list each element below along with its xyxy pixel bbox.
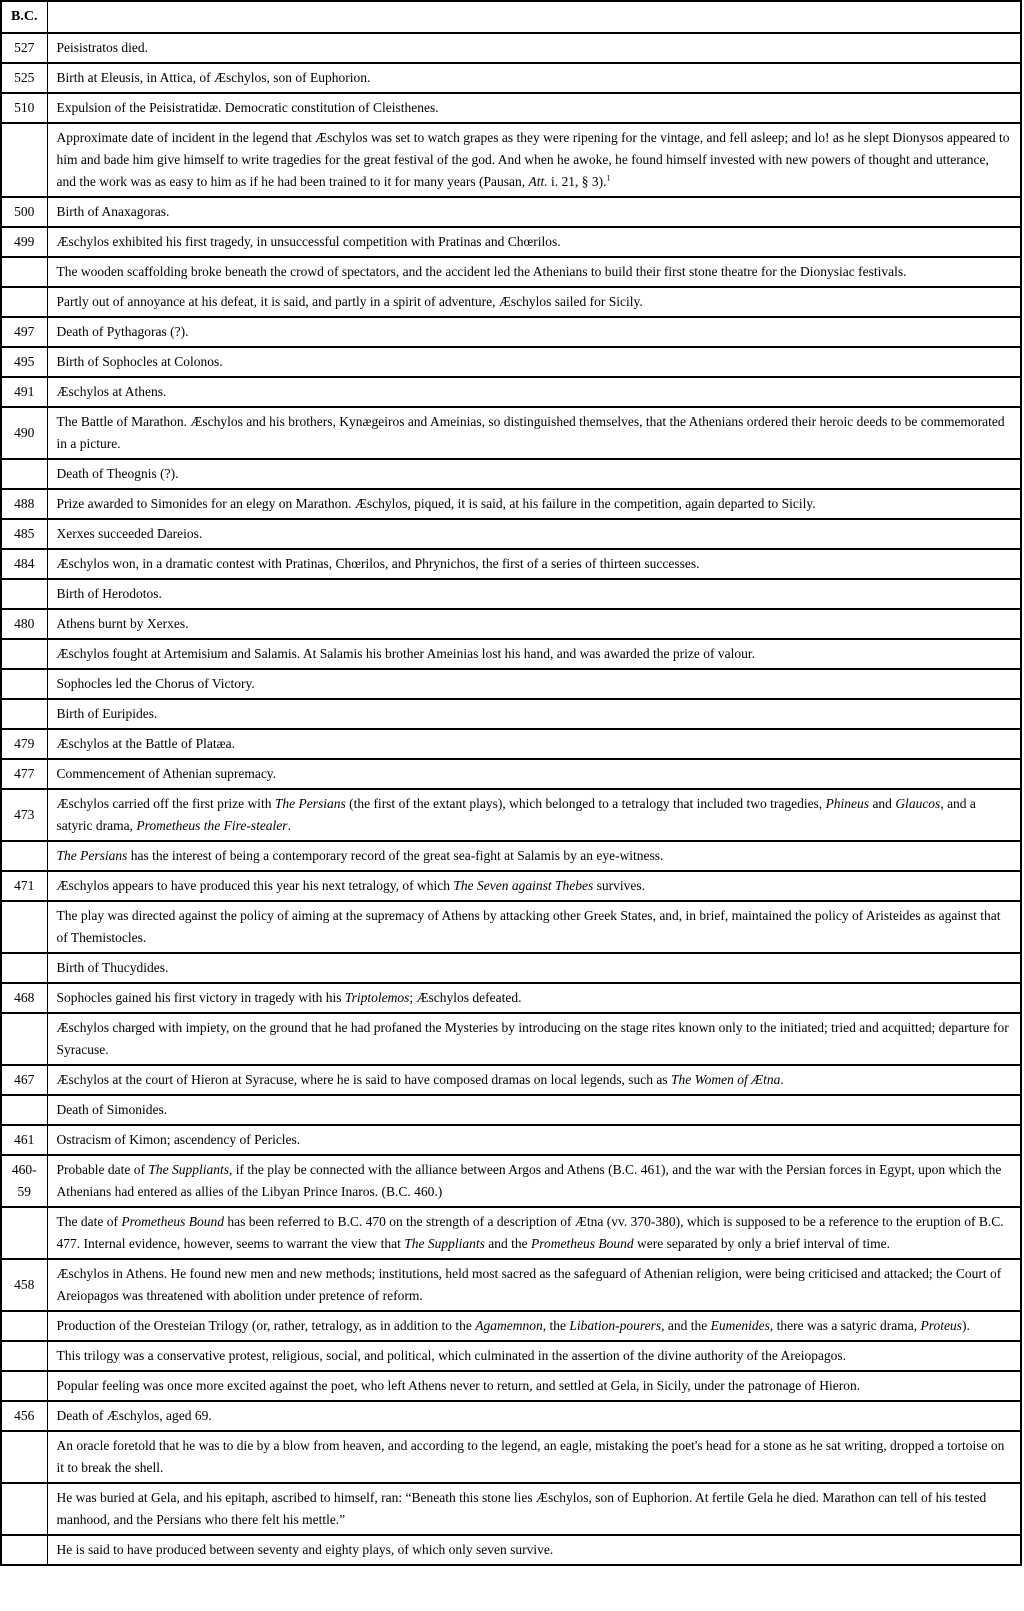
table-row bbox=[1, 63, 1021, 93]
year-cell: 500 bbox=[1, 197, 47, 227]
year-cell: 471 bbox=[1, 871, 47, 901]
event-cell: The Battle of Marathon. Æschylos and his brothers, Kynægeiros and Ameinias, so distinguished themselves, that the Athenians ordered their heroic deeds to be commemorated in a picture. bbox=[47, 407, 1021, 459]
table-row bbox=[1, 1095, 1021, 1125]
year-cell bbox=[1, 287, 47, 317]
year-cell bbox=[1, 1341, 47, 1371]
table-row bbox=[1, 1207, 1021, 1259]
event-cell: Birth at Eleusis, in Attica, of Æschylos, son of Euphorion. bbox=[47, 63, 1021, 93]
year-cell: 527 bbox=[1, 33, 47, 63]
event-cell: Birth of Euripides. bbox=[47, 699, 1021, 729]
table-row bbox=[1, 317, 1021, 347]
event-cell: Æschylos at the court of Hieron at Syracuse, where he is said to have composed dramas on local legends, such as The Women of Ætna. bbox=[47, 1065, 1021, 1095]
year-cell: 488 bbox=[1, 489, 47, 519]
year-cell bbox=[1, 953, 47, 983]
table-row bbox=[1, 789, 1021, 841]
event-cell: Æschylos at the Battle of Platæa. bbox=[47, 729, 1021, 759]
table-row bbox=[1, 871, 1021, 901]
year-cell: 458 bbox=[1, 1259, 47, 1311]
event-cell: Death of Simonides. bbox=[47, 1095, 1021, 1125]
event-cell: Birth of Herodotos. bbox=[47, 579, 1021, 609]
year-cell: 484 bbox=[1, 549, 47, 579]
table-row bbox=[1, 93, 1021, 123]
year-cell: 460-59 bbox=[1, 1155, 47, 1207]
year-cell bbox=[1, 1431, 47, 1483]
table-row bbox=[1, 1155, 1021, 1207]
event-cell: Approximate date of incident in the legend that Æschylos was set to watch grapes as they were ripening for the vintage, and fell asleep; and lo! as he slept Dionysos appeared to him and bade him give himself to write tragedies for the great festival of the god. And when he awoke, he found himself invested with new powers of thought and utterance, and the work was as easy to him as if he had been trained to it for many years (Pausan, Att. i. 21, § 3).$^1$ bbox=[47, 123, 1021, 197]
year-cell: 473 bbox=[1, 789, 47, 841]
table-row bbox=[1, 759, 1021, 789]
year-cell: 525 bbox=[1, 63, 47, 93]
event-cell: Xerxes succeeded Dareios. bbox=[47, 519, 1021, 549]
event-cell: Production of the Oresteian Trilogy (or, rather, tetralogy, as in addition to the Agamemnon, the Libation-pourers, and the Eumenides, there was a satyric drama, Proteus). bbox=[47, 1311, 1021, 1341]
table-row bbox=[1, 699, 1021, 729]
event-cell: This trilogy was a conservative protest, religious, social, and political, which culminated in the assertion of the divine authority of the Areiopagos. bbox=[47, 1341, 1021, 1371]
table-row bbox=[1, 669, 1021, 699]
event-cell: Ostracism of Kimon; ascendency of Pericles. bbox=[47, 1125, 1021, 1155]
table-row bbox=[1, 123, 1021, 197]
table-row bbox=[1, 841, 1021, 871]
table-row bbox=[1, 33, 1021, 63]
year-cell bbox=[1, 1207, 47, 1259]
event-cell: The date of Prometheus Bound has been referred to B.C. 470 on the strength of a description of Ætna (vv. 370-380), which is supposed to be a reference to the eruption of B.C. 477. Internal evidence, however, seems to warrant the view that The Suppliants and the Prometheus Bound were separated by only a brief interval of time. bbox=[47, 1207, 1021, 1259]
event-cell: Æschylos appears to have produced this year his next tetralogy, of which The Seven against Thebes survives. bbox=[47, 871, 1021, 901]
year-cell: 485 bbox=[1, 519, 47, 549]
year-cell bbox=[1, 1013, 47, 1065]
year-column-header: B.C. bbox=[1, 1, 47, 33]
event-cell: The wooden scaffolding broke beneath the crowd of spectators, and the accident led the Athenians to build their first stone theatre for the Dionysiac festivals. bbox=[47, 257, 1021, 287]
year-cell bbox=[1, 841, 47, 871]
table-row bbox=[1, 257, 1021, 287]
year-cell: 510 bbox=[1, 93, 47, 123]
event-cell: Death of Æschylos, aged 69. bbox=[47, 1401, 1021, 1431]
event-cell: Commencement of Athenian supremacy. bbox=[47, 759, 1021, 789]
event-cell: Æschylos carried off the first prize with The Persians (the first of the extant plays), which belonged to a tetralogy that included two tragedies, Phineus and Glaucos, and a satyric drama, Prometheus the Fire-stealer. bbox=[47, 789, 1021, 841]
table-row bbox=[1, 407, 1021, 459]
table-row bbox=[1, 639, 1021, 669]
table-row bbox=[1, 1013, 1021, 1065]
year-cell: 467 bbox=[1, 1065, 47, 1095]
table-row bbox=[1, 347, 1021, 377]
event-cell: Æschylos won, in a dramatic contest with Pratinas, Chœrilos, and Phrynichos, the first of a series of thirteen successes. bbox=[47, 549, 1021, 579]
year-cell bbox=[1, 669, 47, 699]
event-cell: Expulsion of the Peisistratidæ. Democratic constitution of Cleisthenes. bbox=[47, 93, 1021, 123]
year-cell: 497 bbox=[1, 317, 47, 347]
event-cell: Partly out of annoyance at his defeat, it is said, and partly in a spirit of adventure, Æschylos sailed for Sicily. bbox=[47, 287, 1021, 317]
year-cell bbox=[1, 1311, 47, 1341]
event-cell: Æschylos at Athens. bbox=[47, 377, 1021, 407]
year-cell bbox=[1, 1095, 47, 1125]
table-row bbox=[1, 197, 1021, 227]
table-row bbox=[1, 1125, 1021, 1155]
table-row bbox=[1, 1341, 1021, 1371]
year-cell bbox=[1, 257, 47, 287]
year-cell bbox=[1, 901, 47, 953]
event-cell: He was buried at Gela, and his epitaph, ascribed to himself, ran: “Beneath this stone lies Æschylos, son of Euphorion. At fertile Gela he died. Marathon can tell of his tested manhood, and the Persians who there felt his mettle.” bbox=[47, 1483, 1021, 1535]
event-cell: Birth of Sophocles at Colonos. bbox=[47, 347, 1021, 377]
table-row bbox=[1, 549, 1021, 579]
table-row bbox=[1, 729, 1021, 759]
event-cell: Sophocles gained his first victory in tragedy with his Triptolemos; Æschylos defeated. bbox=[47, 983, 1021, 1013]
header-row bbox=[1, 1, 1021, 33]
event-cell: Prize awarded to Simonides for an elegy on Marathon. Æschylos, piqued, it is said, at his failure in the competition, again departed to Sicily. bbox=[47, 489, 1021, 519]
year-cell: 477 bbox=[1, 759, 47, 789]
table-row bbox=[1, 227, 1021, 257]
event-cell: Popular feeling was once more excited against the poet, who left Athens never to return, and settled at Gela, in Sicily, under the patronage of Hieron. bbox=[47, 1371, 1021, 1401]
table-row bbox=[1, 579, 1021, 609]
event-cell: The play was directed against the policy of aiming at the supremacy of Athens by attacking other Greek States, and, in brief, maintained the policy of Aristeides as against that of Themistocles. bbox=[47, 901, 1021, 953]
event-cell: Sophocles led the Chorus of Victory. bbox=[47, 669, 1021, 699]
table-row bbox=[1, 519, 1021, 549]
table-row bbox=[1, 1401, 1021, 1431]
table-row bbox=[1, 1483, 1021, 1535]
year-cell bbox=[1, 1371, 47, 1401]
event-cell: Probable date of The Suppliants, if the play be connected with the alliance between Argos and Athens (B.C. 461), and the war with the Persian forces in Egypt, upon which the Athenians had entered as allies of the Libyan Prince Inaros. (B.C. 460.) bbox=[47, 1155, 1021, 1207]
event-cell: Æschylos charged with impiety, on the ground that he had profaned the Mysteries by introducing on the stage rites known only to the initiated; tried and acquitted; departure for Syracuse. bbox=[47, 1013, 1021, 1065]
year-cell: 479 bbox=[1, 729, 47, 759]
event-column-header bbox=[47, 1, 1021, 33]
footnote-marker: 1 bbox=[606, 173, 611, 183]
table-row bbox=[1, 1065, 1021, 1095]
year-cell: 499 bbox=[1, 227, 47, 257]
year-cell: 490 bbox=[1, 407, 47, 459]
event-cell: Æschylos fought at Artemisium and Salamis. At Salamis his brother Ameinias lost his hand, and was awarded the prize of valour. bbox=[47, 639, 1021, 669]
event-cell: Peisistratos died. bbox=[47, 33, 1021, 63]
table-row bbox=[1, 1431, 1021, 1483]
table-header bbox=[1, 1, 1021, 33]
year-cell: 480 bbox=[1, 609, 47, 639]
table-row bbox=[1, 609, 1021, 639]
event-cell: The Persians has the interest of being a contemporary record of the great sea-fight at Salamis by an eye-witness. bbox=[47, 841, 1021, 871]
table-row bbox=[1, 1259, 1021, 1311]
year-cell: 461 bbox=[1, 1125, 47, 1155]
year-cell bbox=[1, 1483, 47, 1535]
year-cell: 491 bbox=[1, 377, 47, 407]
table-row bbox=[1, 1371, 1021, 1401]
event-cell: Death of Theognis (?). bbox=[47, 459, 1021, 489]
year-cell bbox=[1, 1535, 47, 1565]
table-row bbox=[1, 1535, 1021, 1565]
year-cell bbox=[1, 639, 47, 669]
event-cell: Death of Pythagoras (?). bbox=[47, 317, 1021, 347]
year-cell bbox=[1, 123, 47, 197]
year-cell bbox=[1, 459, 47, 489]
table-row bbox=[1, 459, 1021, 489]
year-cell bbox=[1, 699, 47, 729]
table-row bbox=[1, 377, 1021, 407]
table-row bbox=[1, 953, 1021, 983]
year-cell: 468 bbox=[1, 983, 47, 1013]
event-cell: Birth of Anaxagoras. bbox=[47, 197, 1021, 227]
year-cell: 495 bbox=[1, 347, 47, 377]
timeline-body bbox=[1, 33, 1021, 1565]
event-cell: Athens burnt by Xerxes. bbox=[47, 609, 1021, 639]
event-cell: He is said to have produced between seventy and eighty plays, of which only seven survive. bbox=[47, 1535, 1021, 1565]
event-cell: Æschylos exhibited his first tragedy, in unsuccessful competition with Pratinas and Chœrilos. bbox=[47, 227, 1021, 257]
table-row bbox=[1, 983, 1021, 1013]
event-cell: Birth of Thucydides. bbox=[47, 953, 1021, 983]
table-row bbox=[1, 489, 1021, 519]
year-cell bbox=[1, 579, 47, 609]
event-cell: An oracle foretold that he was to die by a blow from heaven, and according to the legend, an eagle, mistaking the poet's head for a stone as he sat writing, dropped a tortoise on it to break the shell. bbox=[47, 1431, 1021, 1483]
event-cell: Æschylos in Athens. He found new men and new methods; institutions, held most sacred as the safeguard of Athenian religion, were being criticised and attacked; the Court of Areiopagos was threatened with abolition under pretence of reform. bbox=[47, 1259, 1021, 1311]
table-row bbox=[1, 901, 1021, 953]
year-cell: 456 bbox=[1, 1401, 47, 1431]
table-row bbox=[1, 287, 1021, 317]
table-row bbox=[1, 1311, 1021, 1341]
